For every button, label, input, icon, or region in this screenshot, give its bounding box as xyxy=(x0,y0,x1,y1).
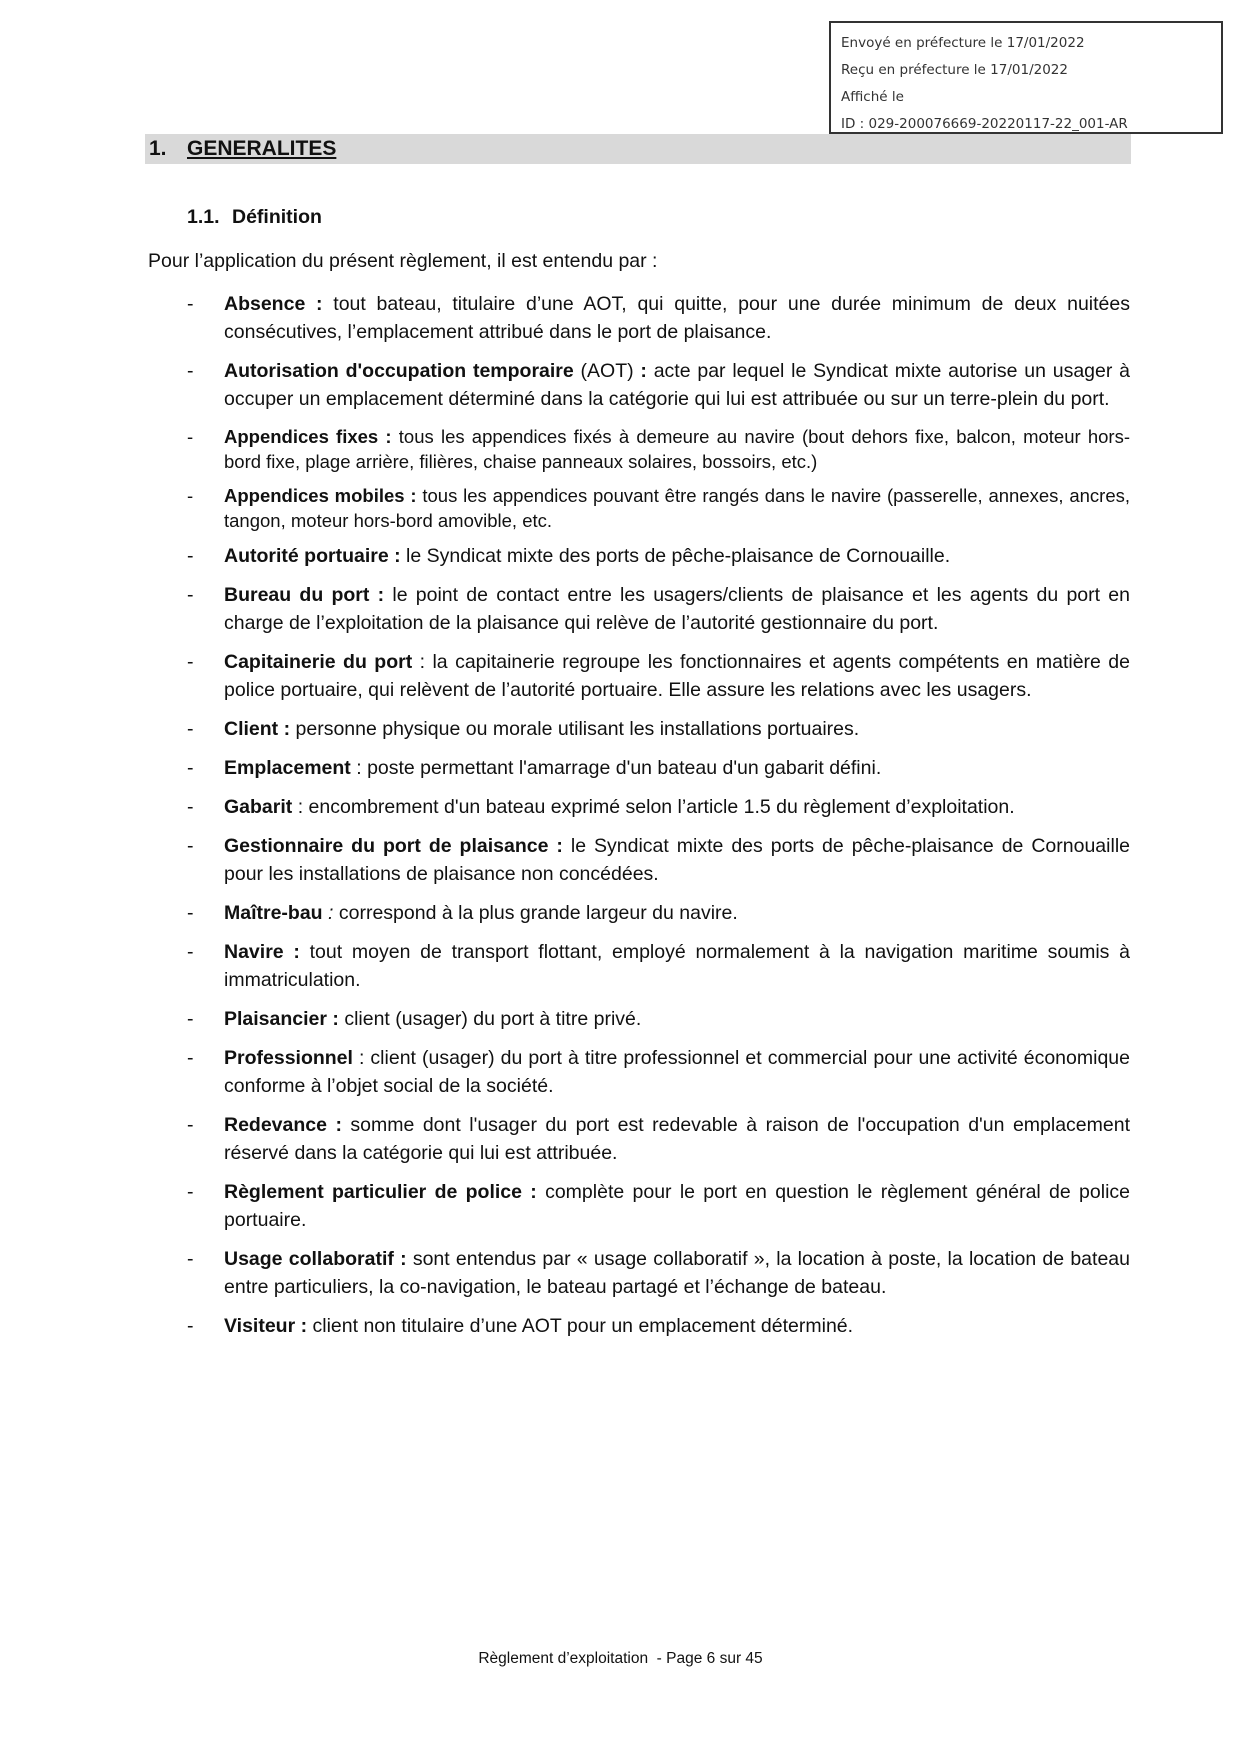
definition-term: Capitainerie du port xyxy=(224,651,413,673)
definition-item xyxy=(182,1178,1130,1234)
definition-abbreviation: (AOT) xyxy=(573,360,634,382)
definition-item xyxy=(182,1111,1130,1167)
definition-item xyxy=(182,424,1130,474)
definition-text: client non titulaire d’une AOT pour un emplacement déterminé. xyxy=(307,1315,854,1337)
definition-colon: : xyxy=(412,651,426,673)
definition-term: Maître-bau xyxy=(224,902,323,924)
list-bullet: - xyxy=(187,1315,194,1337)
definition-term: Plaisancier : xyxy=(224,1008,339,1030)
subsection-title: Définition xyxy=(232,206,322,228)
definition-item xyxy=(182,832,1130,888)
list-bullet: - xyxy=(187,651,194,673)
definition-term: Usage collaboratif : xyxy=(224,1248,407,1270)
definition-item xyxy=(182,1312,1130,1340)
definition-text: : encombrement d'un bateau exprimé selon l’article 1.5 du règlement d’exploitation. xyxy=(292,796,1015,818)
stamp-received-date: Reçu en préfecture le 17/01/2022 xyxy=(841,62,1068,78)
definition-item xyxy=(182,1245,1130,1301)
stamp-id: ID : 029-200076669-20220117-22_001-AR xyxy=(841,116,1128,132)
definition-text: le point de contact entre les usagers/clients de plaisance et les agents du port en charge de l’exploitation de la plaisance qui relève de l’autorité gestionnaire du port. xyxy=(224,584,1130,634)
section-heading xyxy=(149,134,336,164)
definition-text: le Syndicat mixte des ports de pêche-plaisance de Cornouaille. xyxy=(400,545,951,567)
list-bullet: - xyxy=(187,796,194,818)
page-footer: Règlement d’exploitation - Page 6 sur 45 xyxy=(478,1650,763,1667)
definition-text: personne physique ou morale utilisant les installations portuaires. xyxy=(290,718,860,740)
definition-text: tout bateau, titulaire d’une AOT, qui quitte, pour une durée minimum de deux nuitées consécutives, l’emplacement attribué dans le port de plaisance. xyxy=(224,293,1130,343)
list-bullet: - xyxy=(187,426,194,447)
list-bullet: - xyxy=(187,1047,194,1069)
section-title: GENERALITES xyxy=(187,137,337,160)
definition-colon: : xyxy=(322,902,334,924)
definition-term: Navire : xyxy=(224,941,300,963)
list-bullet: - xyxy=(187,1181,194,1203)
definition-text: la capitainerie regroupe les fonctionnaires et agents compétents en matière de police portuaire, qui relèvent de l’autorité portuaire. Elle assure les relations avec les usagers. xyxy=(224,651,1130,701)
definition-term: Redevance : xyxy=(224,1114,342,1136)
list-bullet: - xyxy=(187,360,194,382)
definition-term: Bureau du port : xyxy=(224,584,385,606)
list-bullet: - xyxy=(187,1008,194,1030)
list-bullet: - xyxy=(187,293,194,315)
subsection-heading xyxy=(187,206,322,229)
list-bullet: - xyxy=(187,584,194,606)
definition-text: tout moyen de transport flottant, employé normalement à la navigation maritime soumis à immatriculation. xyxy=(224,941,1130,991)
definition-item xyxy=(182,581,1130,637)
definition-item xyxy=(182,899,1130,927)
list-bullet: - xyxy=(187,1114,194,1136)
definition-term: Professionnel xyxy=(224,1047,353,1069)
definition-text: : client (usager) du port à titre professionnel et commercial pour une activité économique conforme à l’objet social de la société. xyxy=(224,1047,1130,1097)
list-bullet: - xyxy=(187,941,194,963)
definition-item xyxy=(182,1005,1130,1033)
definition-text: : poste permettant l'amarrage d'un bateau d'un gabarit défini. xyxy=(350,757,882,779)
definition-term: Règlement particulier de police : xyxy=(224,1181,537,1203)
definition-text: client (usager) du port à titre privé. xyxy=(338,1008,642,1030)
definition-term: Gestionnaire du port de plaisance : xyxy=(224,835,563,857)
list-bullet: - xyxy=(187,835,194,857)
definition-term: Appendices fixes : xyxy=(224,426,392,447)
intro-paragraph: Pour l’application du présent règlement, il est entendu par : xyxy=(148,250,658,272)
definition-term: Emplacement xyxy=(224,757,351,779)
definition-text: acte par lequel le Syndicat mixte autorise un usager à occuper un emplacement déterminé dans la catégorie qui lui est attribuée ou sur un terre-plein du port. xyxy=(224,360,1130,410)
definition-item xyxy=(182,793,1130,821)
definition-term: Appendices mobiles : xyxy=(224,485,417,506)
definition-text: correspond à la plus grande largeur du navire. xyxy=(333,902,738,924)
definition-list xyxy=(182,290,1130,1351)
list-bullet: - xyxy=(187,485,194,506)
definition-text: tous les appendices fixés à demeure au navire (bout dehors fixe, balcon, moteur hors-bord fixe, plage arrière, filières, chaise panneaux solaires, bossoirs, etc.) xyxy=(224,426,1130,472)
definition-term: Autorité portuaire : xyxy=(224,545,401,567)
definition-colon: : xyxy=(633,360,647,382)
list-bullet: - xyxy=(187,902,194,924)
list-bullet: - xyxy=(187,757,194,779)
definition-text: le Syndicat mixte des ports de pêche-plaisance de Cornouaille pour les installations de plaisance non concédées. xyxy=(224,835,1130,885)
definition-item xyxy=(182,483,1130,533)
list-bullet: - xyxy=(187,718,194,740)
definition-item xyxy=(182,938,1130,994)
definition-item xyxy=(182,542,1130,570)
definition-item xyxy=(182,357,1130,413)
definition-term: Visiteur : xyxy=(224,1315,308,1337)
subsection-number: 1.1. xyxy=(187,206,220,228)
stamp-posted: Affiché le xyxy=(841,89,904,105)
definition-text: complète pour le port en question le règlement général de police portuaire. xyxy=(224,1181,1130,1231)
definition-text: sont entendus par « usage collaboratif », la location à poste, la location de bateau entre particuliers, la co-navigation, le bateau partagé et l’échange de bateau. xyxy=(224,1248,1130,1298)
prefecture-stamp xyxy=(829,21,1223,134)
definition-term: Absence : xyxy=(224,293,323,315)
section-number: 1. xyxy=(149,137,167,160)
list-bullet: - xyxy=(187,545,194,567)
stamp-sent-date: Envoyé en préfecture le 17/01/2022 xyxy=(841,35,1085,51)
definition-term: Gabarit xyxy=(224,796,293,818)
definition-term: Autorisation d'occupation temporaire xyxy=(224,360,574,382)
definition-item xyxy=(182,754,1130,782)
definition-text: somme dont l'usager du port est redevable à raison de l'occupation d'un emplacement réservé dans la catégorie qui lui est attribuée. xyxy=(224,1114,1130,1164)
definition-term: Client : xyxy=(224,718,291,740)
definition-item xyxy=(182,290,1130,346)
definition-item xyxy=(182,1044,1130,1100)
list-bullet: - xyxy=(187,1248,194,1270)
definition-text: tous les appendices pouvant être rangés dans le navire (passerelle, annexes, ancres, tangon, moteur hors-bord amovible, etc. xyxy=(224,485,1130,531)
definition-item xyxy=(182,648,1130,704)
definition-item xyxy=(182,715,1130,743)
